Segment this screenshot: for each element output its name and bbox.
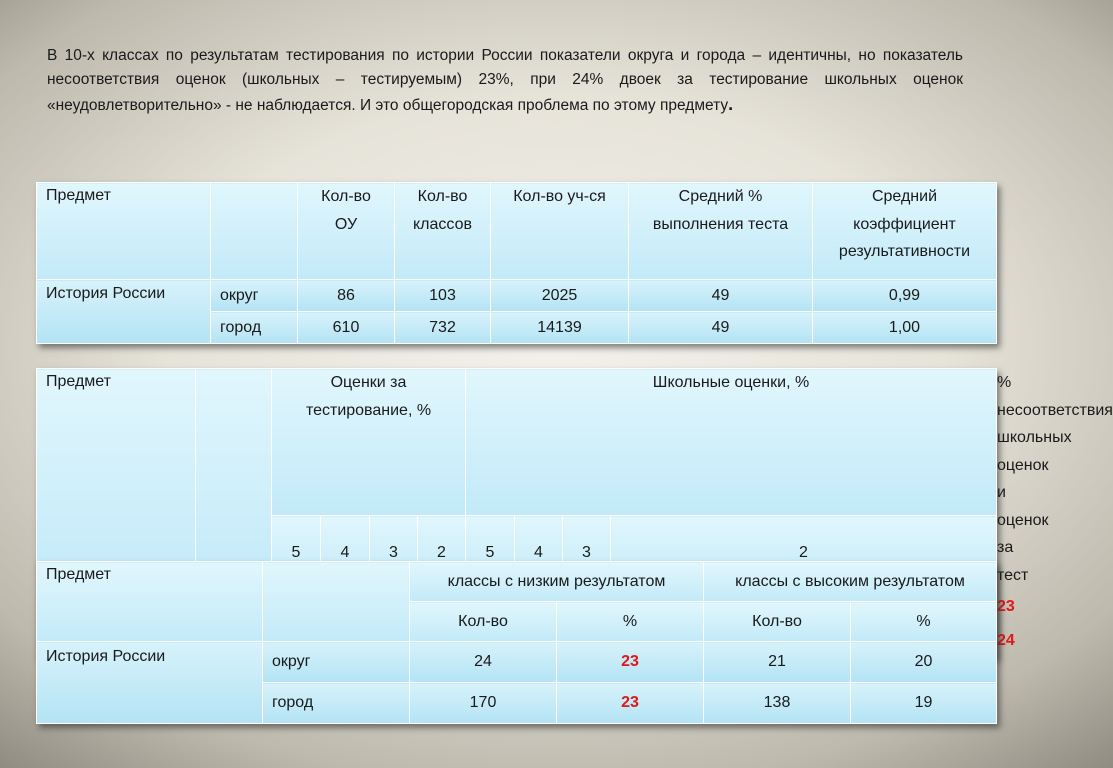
intro-period: . bbox=[728, 94, 734, 114]
results-table bbox=[36, 561, 997, 724]
header-subject: Предмет bbox=[37, 369, 196, 590]
header-empty bbox=[211, 183, 298, 280]
header-low-results: классы с низким результатом bbox=[410, 562, 704, 602]
grade-header: 2 bbox=[611, 516, 997, 590]
level-cell: город bbox=[263, 683, 410, 724]
header-low-percent: % bbox=[557, 602, 704, 642]
header-avg-percent: Средний % выполнения теста bbox=[629, 183, 813, 280]
avg-percent-cell: 49 bbox=[629, 280, 813, 312]
summary-table bbox=[36, 182, 997, 344]
header-test-grades: Оценки за тестирование, % bbox=[272, 369, 466, 516]
grade-header: 3 bbox=[370, 516, 418, 590]
ou-cell: 610 bbox=[298, 312, 395, 344]
grade-header: 2 bbox=[418, 516, 466, 590]
subject-cell: История России bbox=[37, 280, 211, 344]
level-cell: город bbox=[211, 312, 298, 344]
level-cell: округ bbox=[263, 642, 410, 683]
high-count-cell: 21 bbox=[704, 642, 851, 683]
grade-header: 3 bbox=[563, 516, 611, 590]
grade-header: 4 bbox=[515, 516, 563, 590]
header-low-count: Кол-во bbox=[410, 602, 557, 642]
header-empty bbox=[196, 369, 272, 590]
header-high-results: классы с высоким результатом bbox=[704, 562, 997, 602]
classes-cell: 732 bbox=[395, 312, 491, 344]
header-row bbox=[37, 183, 997, 280]
high-count-cell: 138 bbox=[704, 683, 851, 724]
avg-percent-cell: 49 bbox=[629, 312, 813, 344]
header-empty bbox=[263, 562, 410, 642]
table-row: 23 bbox=[37, 590, 997, 624]
header-class-count: Кол-во классов bbox=[395, 183, 491, 280]
table-row: 24 bbox=[37, 624, 997, 658]
header-high-count: Кол-во bbox=[704, 602, 851, 642]
subject-cell: История России bbox=[37, 642, 263, 724]
intro-paragraph bbox=[47, 44, 963, 118]
intro-text: В 10-х классах по результатам тестирования по истории России показатели округа и города – идентичны, но показатель несоответствия оценок (школьных – тестируемым) 23%, при 24% двоек за тестирование школьных оценок «неудовлетворительно» - не наблюдается. И это общегородская проблема по этому предмету bbox=[47, 47, 963, 114]
high-percent-cell: 19 bbox=[851, 683, 997, 724]
low-count-cell: 170 bbox=[410, 683, 557, 724]
level-cell: округ bbox=[211, 280, 298, 312]
grade-header: 5 bbox=[466, 516, 515, 590]
header-avg-coefficient: Средний коэффициент результативности bbox=[813, 183, 997, 280]
grade-header: 5 bbox=[272, 516, 321, 590]
table-row bbox=[37, 642, 997, 683]
header-ou-count: Кол-во ОУ bbox=[298, 183, 395, 280]
classes-cell: 103 bbox=[395, 280, 491, 312]
ou-cell: 86 bbox=[298, 280, 395, 312]
header-subject: Предмет bbox=[37, 183, 211, 280]
header-student-count: Кол-во уч-ся bbox=[491, 183, 629, 280]
header-subject: Предмет bbox=[37, 562, 263, 642]
grade-header: 4 bbox=[321, 516, 370, 590]
header-high-percent: % bbox=[851, 602, 997, 642]
students-cell: 2025 bbox=[491, 280, 629, 312]
high-percent-cell: 20 bbox=[851, 642, 997, 683]
table-row bbox=[37, 280, 997, 312]
header-school-grades: Школьные оценки, % bbox=[466, 369, 997, 516]
header-row bbox=[37, 562, 997, 602]
avg-coefficient-cell: 1,00 bbox=[813, 312, 997, 344]
avg-coefficient-cell: 0,99 bbox=[813, 280, 997, 312]
low-count-cell: 24 bbox=[410, 642, 557, 683]
students-cell: 14139 bbox=[491, 312, 629, 344]
header-row: Предмет Оценки за тестирование, % Школьные оценки, % % несоответствия школьных оценок и оценок за тест bbox=[37, 369, 997, 516]
low-percent-cell: 23 bbox=[557, 642, 704, 683]
low-percent-cell: 23 bbox=[557, 683, 704, 724]
